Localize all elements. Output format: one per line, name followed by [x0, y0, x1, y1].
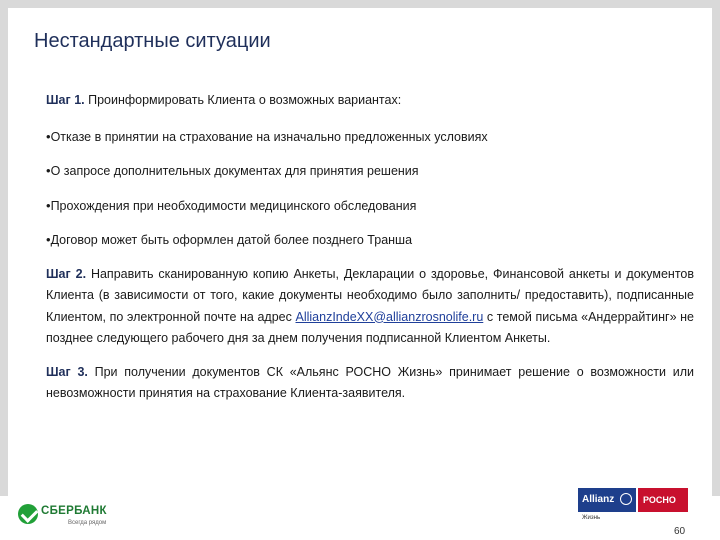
- list-item: [46, 229, 694, 252]
- allianz-label: Allianz: [582, 494, 615, 505]
- spacer: [46, 252, 694, 264]
- step3-paragraph: [46, 362, 694, 405]
- bullet-icon: •: [46, 163, 51, 178]
- step3-label: Шаг 3.: [46, 364, 88, 379]
- email-link[interactable]: AllianzIndeXX@allianzrosnolife.ru: [295, 309, 484, 324]
- step1-text: Проинформировать Клиента о возможных вариантах:: [84, 93, 402, 107]
- step2-text-before: Направить сканированную копию Анкеты, Декларации о здоровье, Финансовой анкеты и документов Клиента (в зависимости от того, какие документы необходимо было заполнить/ предоставить), подписанные Клиентом, по электронной почте на адрес: [46, 266, 695, 324]
- allianz-eagle-icon: [620, 493, 632, 505]
- spacer: [46, 148, 694, 160]
- content: [46, 90, 694, 405]
- allianz-rosno-logo: [578, 488, 688, 534]
- list-item: [46, 195, 694, 218]
- step2-text-after: с темой письма «Андеррайтинг» не позднее следующего рабочего дня за днем получения подписанной Клиентом Анкеты.: [46, 309, 694, 345]
- list-item: [46, 160, 694, 183]
- bullet-text: Отказе в принятии на страхование на изначально предложенных условиях: [50, 129, 488, 144]
- spacer: [46, 183, 694, 195]
- bullet-text: Прохождения при необходимости медицинского обследования: [50, 198, 417, 213]
- step1-label: Шаг 1.: [46, 93, 85, 107]
- step2-label: Шаг 2.: [46, 266, 87, 281]
- sberbank-tagline: Всегда рядом: [68, 520, 107, 526]
- bullet-icon: •: [46, 232, 51, 247]
- spacer: [46, 350, 694, 362]
- step1-paragraph: [46, 90, 694, 112]
- bullet-text: О запросе дополнительных документах для принятия решения: [50, 164, 419, 178]
- page-number: 60: [674, 526, 686, 537]
- sberbank-name: СБЕРБАНК: [41, 505, 107, 517]
- rosno-box: [638, 488, 688, 512]
- bullet-icon: •: [46, 197, 51, 213]
- sberbank-check-icon: [18, 504, 38, 524]
- step2-paragraph: [46, 264, 694, 350]
- bullet-icon: •: [46, 128, 51, 144]
- zhizn-label: Жизнь: [582, 515, 601, 521]
- bullet-text: Договор может быть оформлен датой более позднего Транша: [50, 233, 413, 247]
- footer: [0, 496, 720, 540]
- rosno-label: РОСНО: [643, 495, 676, 505]
- step3-text: При получении документов СК «Альянс РОСНО Жизнь» принимает решение о возможности или невозможности принятия на страхование Клиента-заявителя.: [46, 364, 695, 400]
- slide: [8, 8, 712, 496]
- allianz-box: [578, 488, 636, 512]
- sberbank-logo: [16, 501, 110, 531]
- spacer: [46, 112, 694, 126]
- spacer: [46, 217, 694, 229]
- page-title: Нестандартные ситуации: [34, 30, 271, 52]
- list-item: [46, 126, 694, 149]
